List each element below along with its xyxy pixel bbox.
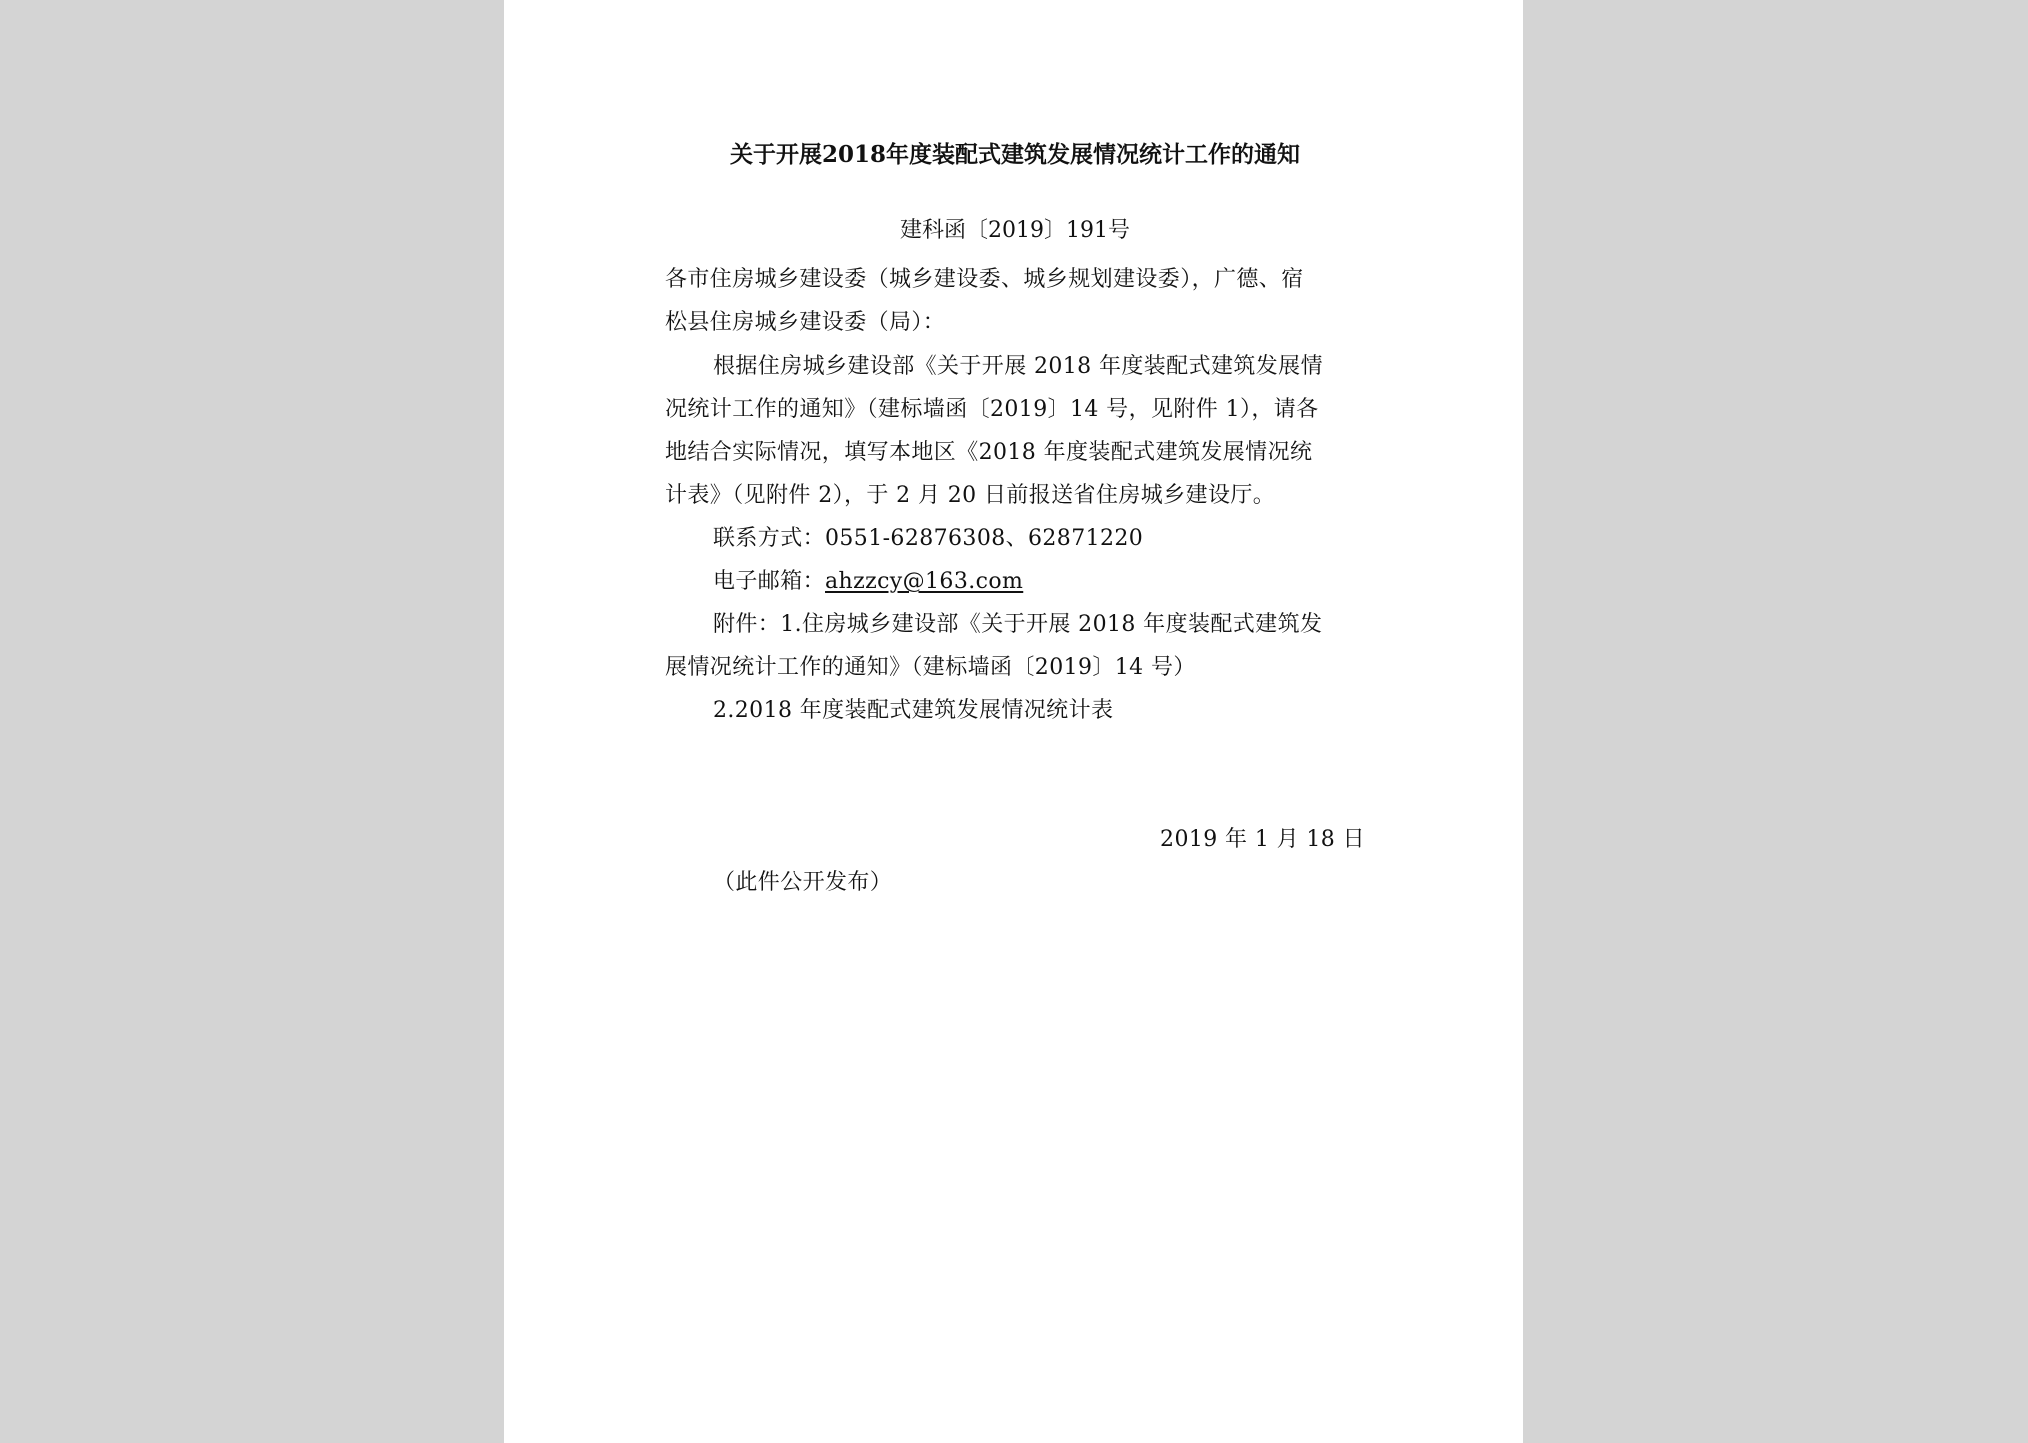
email-line [713, 567, 1365, 597]
document-page [504, 0, 1523, 1443]
attachment-line-1: 附件：1.住房城乡建设部《关于开展 2018 年度装配式建筑发 [713, 612, 1323, 637]
document-number: 建科函〔2019〕191号 [900, 218, 1130, 243]
body-line-4: 计表》（见附件 2），于 2 月 20 日前报送省住房城乡建设厅。 [665, 483, 1276, 508]
body-line-2: 况统计工作的通知》（建标墙函〔2019〕14 号，见附件 1），请各 [665, 397, 1319, 422]
attachment-line-2: 展情况统计工作的通知》（建标墙函〔2019〕14 号） [665, 655, 1196, 680]
publication-note: （此件公开发布） [713, 870, 893, 895]
attachment-line-3: 2.2018 年度装配式建筑发展情况统计表 [713, 698, 1114, 723]
contact-line [713, 524, 1365, 554]
email-link[interactable]: ahzzcy@163.com [825, 569, 1024, 594]
document-date: 2019 年 1 月 18 日 [1160, 827, 1365, 852]
contact-label: 联系方式： [713, 526, 826, 551]
recipients-line-2: 松县住房城乡建设委（局）： [665, 310, 946, 335]
contact-phones: 0551-62876308、62871220 [825, 526, 1144, 551]
body-line-3: 地结合实际情况，填写本地区《2018 年度装配式建筑发展情况统 [665, 440, 1313, 465]
recipients-line-1: 各市住房城乡建设委（城乡建设委、城乡规划建设委），广德、宿 [665, 267, 1304, 292]
email-label: 电子邮箱： [713, 569, 826, 594]
body-line-1: 根据住房城乡建设部《关于开展 2018 年度装配式建筑发展情 [713, 354, 1323, 379]
document-title: 关于开展2018年度装配式建筑发展情况统计工作的通知 [729, 141, 1300, 168]
